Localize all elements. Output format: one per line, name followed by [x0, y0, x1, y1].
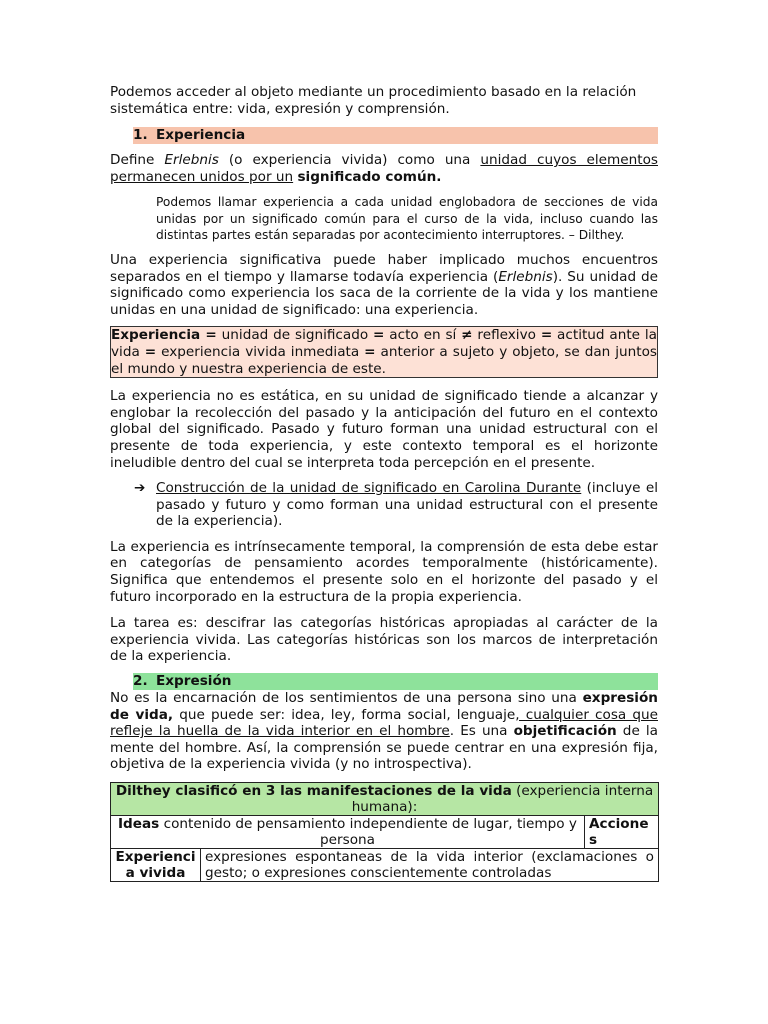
- box-term: Experiencia =: [111, 327, 217, 344]
- cell-label: Ideas: [118, 816, 160, 833]
- term-erlebnis: Erlebnis: [498, 268, 553, 285]
- box-text: acto en sí: [384, 327, 462, 344]
- paragraph-temporal: La experiencia es intrínsecamente temporal, la comprensión de esta debe estar en categorías de pensamiento acordes temporalmente (históricamente). Significa que entendemos el presente solo en el horizonte del pasado y el futuro incorporado en la estructura de la propia experiencia.: [110, 538, 658, 605]
- underlined-phrase: , cualquier cosa que refleje la huella de la vida interior en el hombre: [110, 706, 658, 740]
- underlined-phrase: Construcción de la unidad de significado en Carolina Durante: [156, 480, 582, 497]
- box-symbol: =: [373, 327, 385, 344]
- table-row: [111, 849, 659, 882]
- text-run: ). Su unidad de significado como experiencia los saca de la corriente de la vida y los mantiene unidas en una unidad de significado: una experiencia.: [110, 268, 658, 318]
- text-run: No es la encarnación de los sentimientos de una persona sino una: [110, 690, 583, 707]
- box-text: anterior a sujeto y objeto, se dan juntos el mundo y nuestra experiencia de este.: [111, 343, 657, 377]
- text-run: (o experiencia vivida) como una: [218, 152, 481, 169]
- section-title: Experiencia: [156, 127, 246, 144]
- section-number: 1.: [133, 127, 148, 144]
- paragraph-tarea: La tarea es: descifrar las categorías históricas apropiadas al carácter de la experiencia vivida. Las categorías históricas son los marcos de interpretación de la experiencia.: [110, 615, 658, 665]
- table-cell-experiencia-text: [201, 849, 659, 882]
- cell-text: contenido de pensamiento independiente de lugar, tiempo y persona: [159, 816, 577, 849]
- table-caption: [111, 783, 659, 816]
- bold-phrase: significado común.: [297, 168, 442, 185]
- cell-label: Experiencia vivida: [115, 849, 196, 882]
- manifestations-table: [110, 782, 659, 882]
- bullet-carolina-durante: [110, 480, 658, 530]
- cell-text: expresiones espontaneas de la vida interior (exclamaciones o gesto; o expresiones conscientemente controladas: [205, 849, 655, 882]
- term-erlebnis: Erlebnis: [164, 152, 219, 169]
- paragraph-significativa: [110, 252, 658, 318]
- dilthey-quote: Podemos llamar experiencia a cada unidad englobadora de secciones de vida unidas por un significado común para el curso de la vida, incluso cuando las distintas partes están separadas por acontecimiento interruptores. – Dilthey.: [156, 195, 658, 242]
- box-symbol: ≠: [461, 327, 473, 344]
- table-cell-experiencia-label: [111, 849, 201, 882]
- caption-bold: Dilthey clasificó en 3 las manifestaciones de la vida: [115, 783, 512, 800]
- bold-phrase: objetificación: [513, 723, 617, 740]
- cell-label: Acciones: [589, 816, 649, 849]
- text-run: que puede ser: idea, ley, forma social, lenguaje: [173, 706, 516, 723]
- bold-phrase: expresión de vida,: [110, 690, 658, 723]
- box-symbol: =: [364, 343, 376, 360]
- section-heading-experiencia: [133, 127, 658, 144]
- document-page: [110, 84, 658, 882]
- definition-paragraph: [110, 152, 658, 185]
- text-run: . Es una: [449, 723, 514, 740]
- box-symbol: =: [540, 327, 553, 344]
- experiencia-equation-box: [110, 326, 658, 378]
- paragraph-no-estatica: La experiencia no es estática, en su unidad de significado tiende a alcanzar y englobar la recolección del pasado y la anticipación del futuro en el contexto global del significado. Pasado y futuro forman una unidad estructural con el presente de toda experiencia, y este contexto temporal es el horizonte ineludible dentro del cual se interpreta toda percepción en el presente.: [110, 388, 658, 471]
- caption-text: (experiencia interna humana):: [351, 783, 654, 816]
- box-text: actitud ante la vida: [111, 327, 658, 360]
- text-run: (incluye el pasado y futuro y como forman una unidad estructural con el presente de la experiencia).: [156, 480, 658, 530]
- box-text: experiencia vivida inmediata: [156, 343, 365, 360]
- text-run: de la mente del hombre. Así, la comprensión se puede centrar en una expresión fija, objetiva de la experiencia vivida (y no introspectiva).: [110, 723, 658, 773]
- box-text: unidad de significado: [216, 327, 374, 344]
- paragraph-expresion: [110, 690, 658, 773]
- table-row: [111, 816, 659, 849]
- table-row: [111, 783, 659, 816]
- text-run: Una experiencia significativa puede haber implicado muchos encuentros separados en el tiempo y llamarse todavía experiencia (: [110, 251, 658, 285]
- arrow-icon: ➔: [134, 480, 146, 497]
- intro-paragraph: Podemos acceder al objeto mediante un procedimiento basado en la relación sistemática entre: vida, expresión y comprensión.: [110, 84, 637, 117]
- section-number: 2.: [133, 673, 148, 690]
- section-title: Expresión: [156, 673, 232, 690]
- box-text: reflexivo: [472, 327, 541, 344]
- box-symbol: =: [144, 343, 157, 360]
- text-run: Define: [110, 152, 165, 169]
- table-cell-ideas: [111, 816, 585, 849]
- section-heading-expresion: [133, 673, 658, 690]
- table-cell-acciones: [585, 816, 659, 849]
- underlined-phrase: unidad cuyos elementos permanecen unidos por un: [110, 152, 658, 185]
